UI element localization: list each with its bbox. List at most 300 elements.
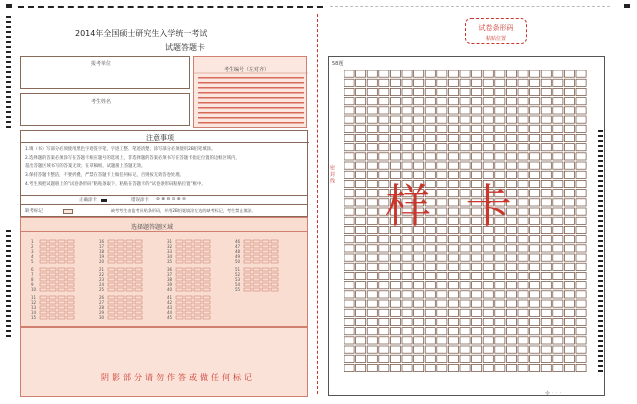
grid-cell[interactable] bbox=[460, 98, 470, 105]
grid-cell[interactable] bbox=[553, 282, 563, 289]
grid-cell[interactable] bbox=[379, 291, 389, 298]
answer-bubble[interactable] bbox=[58, 278, 65, 281]
grid-cell[interactable] bbox=[460, 291, 470, 298]
grid-cell[interactable] bbox=[506, 245, 516, 252]
answer-bubble[interactable] bbox=[58, 255, 65, 258]
grid-cell[interactable] bbox=[390, 263, 400, 270]
grid-cell[interactable] bbox=[379, 107, 389, 114]
grid-cell[interactable] bbox=[367, 346, 377, 353]
grid-cell[interactable] bbox=[414, 364, 424, 371]
grid-cell[interactable] bbox=[390, 282, 400, 289]
grid-cell[interactable] bbox=[518, 70, 528, 77]
grid-cell[interactable] bbox=[367, 236, 377, 243]
grid-cell[interactable] bbox=[448, 144, 458, 151]
grid-cell[interactable] bbox=[576, 272, 586, 279]
grid-cell[interactable] bbox=[553, 263, 563, 270]
absent-bubble[interactable] bbox=[63, 209, 73, 214]
answer-bubble[interactable] bbox=[108, 260, 115, 263]
grid-cell[interactable] bbox=[564, 300, 574, 307]
answer-bubble[interactable] bbox=[40, 268, 47, 271]
answer-bubble[interactable] bbox=[58, 306, 65, 309]
choice-area[interactable] bbox=[20, 217, 308, 327]
answer-bubble[interactable] bbox=[108, 245, 115, 248]
answer-bubble[interactable] bbox=[176, 273, 183, 276]
answer-bubble[interactable] bbox=[262, 250, 269, 253]
grid-cell[interactable] bbox=[541, 272, 551, 279]
answer-bubble[interactable] bbox=[67, 311, 74, 314]
grid-cell[interactable] bbox=[379, 79, 389, 86]
grid-cell[interactable] bbox=[356, 199, 366, 206]
grid-cell[interactable] bbox=[530, 309, 540, 316]
grid-cell[interactable] bbox=[553, 190, 563, 197]
answer-bubble[interactable] bbox=[135, 296, 142, 299]
grid-cell[interactable] bbox=[518, 134, 528, 141]
grid-cell[interactable] bbox=[530, 282, 540, 289]
grid-cell[interactable] bbox=[414, 309, 424, 316]
grid-cell[interactable] bbox=[518, 162, 528, 169]
grid-cell[interactable] bbox=[356, 346, 366, 353]
grid-cell[interactable] bbox=[472, 318, 482, 325]
grid-cell[interactable] bbox=[553, 217, 563, 224]
grid-cell[interactable] bbox=[414, 291, 424, 298]
grid-cell[interactable] bbox=[518, 355, 528, 362]
grid-cell[interactable] bbox=[541, 208, 551, 215]
grid-cell[interactable] bbox=[564, 134, 574, 141]
grid-cell[interactable] bbox=[530, 98, 540, 105]
answer-bubble[interactable] bbox=[67, 268, 74, 271]
grid-cell[interactable] bbox=[553, 199, 563, 206]
answer-bubble[interactable] bbox=[185, 278, 192, 281]
grid-cell[interactable] bbox=[541, 263, 551, 270]
grid-cell[interactable] bbox=[564, 190, 574, 197]
grid-cell[interactable] bbox=[483, 300, 493, 307]
answer-bubble[interactable] bbox=[185, 311, 192, 314]
grid-cell[interactable] bbox=[506, 125, 516, 132]
grid-cell[interactable] bbox=[344, 282, 354, 289]
exam-number-grid[interactable] bbox=[193, 56, 307, 128]
answer-bubble[interactable] bbox=[58, 268, 65, 271]
grid-cell[interactable] bbox=[553, 144, 563, 151]
answer-bubble[interactable] bbox=[176, 301, 183, 304]
answer-bubble[interactable] bbox=[203, 278, 210, 281]
grid-cell[interactable] bbox=[483, 70, 493, 77]
grid-cell[interactable] bbox=[541, 318, 551, 325]
grid-cell[interactable] bbox=[564, 346, 574, 353]
grid-cell[interactable] bbox=[367, 88, 377, 95]
grid-cell[interactable] bbox=[460, 355, 470, 362]
grid-cell[interactable] bbox=[344, 309, 354, 316]
grid-cell[interactable] bbox=[367, 254, 377, 261]
answer-bubble[interactable] bbox=[244, 260, 251, 263]
answer-bubble[interactable] bbox=[203, 306, 210, 309]
grid-cell[interactable] bbox=[437, 346, 447, 353]
grid-cell[interactable] bbox=[564, 245, 574, 252]
grid-cell[interactable] bbox=[448, 318, 458, 325]
grid-cell[interactable] bbox=[576, 300, 586, 307]
answer-bubble[interactable] bbox=[135, 240, 142, 243]
grid-cell[interactable] bbox=[553, 116, 563, 123]
grid-cell[interactable] bbox=[541, 328, 551, 335]
grid-cell[interactable] bbox=[495, 282, 505, 289]
grid-cell[interactable] bbox=[414, 88, 424, 95]
grid-cell[interactable] bbox=[541, 337, 551, 344]
grid-cell[interactable] bbox=[367, 337, 377, 344]
answer-bubble[interactable] bbox=[40, 255, 47, 258]
grid-cell[interactable] bbox=[437, 328, 447, 335]
grid-cell[interactable] bbox=[356, 263, 366, 270]
grid-cell[interactable] bbox=[495, 337, 505, 344]
grid-cell[interactable] bbox=[472, 364, 482, 371]
grid-cell[interactable] bbox=[483, 328, 493, 335]
grid-cell[interactable] bbox=[483, 272, 493, 279]
grid-cell[interactable] bbox=[448, 254, 458, 261]
answer-bubble[interactable] bbox=[108, 311, 115, 314]
grid-cell[interactable] bbox=[402, 134, 412, 141]
grid-cell[interactable] bbox=[495, 272, 505, 279]
grid-cell[interactable] bbox=[390, 337, 400, 344]
grid-cell[interactable] bbox=[356, 328, 366, 335]
grid-cell[interactable] bbox=[390, 364, 400, 371]
grid-cell[interactable] bbox=[425, 346, 435, 353]
grid-cell[interactable] bbox=[530, 180, 540, 187]
answer-bubble[interactable] bbox=[49, 245, 56, 248]
grid-cell[interactable] bbox=[425, 125, 435, 132]
answer-bubble[interactable] bbox=[244, 245, 251, 248]
grid-cell[interactable] bbox=[425, 282, 435, 289]
grid-cell[interactable] bbox=[576, 144, 586, 151]
grid-cell[interactable] bbox=[553, 153, 563, 160]
answer-bubble[interactable] bbox=[117, 273, 124, 276]
grid-cell[interactable] bbox=[506, 346, 516, 353]
grid-cell[interactable] bbox=[402, 364, 412, 371]
answer-bubble[interactable] bbox=[108, 296, 115, 299]
answer-bubble[interactable] bbox=[185, 283, 192, 286]
answer-bubble[interactable] bbox=[253, 278, 260, 281]
grid-cell[interactable] bbox=[448, 134, 458, 141]
grid-cell[interactable] bbox=[576, 364, 586, 371]
grid-cell[interactable] bbox=[437, 364, 447, 371]
grid-cell[interactable] bbox=[472, 337, 482, 344]
grid-cell[interactable] bbox=[414, 254, 424, 261]
grid-cell[interactable] bbox=[379, 70, 389, 77]
grid-cell[interactable] bbox=[344, 144, 354, 151]
answer-bubble[interactable] bbox=[244, 273, 251, 276]
grid-cell[interactable] bbox=[390, 144, 400, 151]
grid-cell[interactable] bbox=[437, 355, 447, 362]
answer-bubble[interactable] bbox=[194, 240, 201, 243]
answer-bubble[interactable] bbox=[194, 255, 201, 258]
answer-bubble[interactable] bbox=[49, 260, 56, 263]
grid-cell[interactable] bbox=[448, 282, 458, 289]
grid-cell[interactable] bbox=[553, 208, 563, 215]
answer-bubble[interactable] bbox=[203, 260, 210, 263]
answer-bubble[interactable] bbox=[194, 245, 201, 248]
answer-bubble[interactable] bbox=[176, 260, 183, 263]
grid-cell[interactable] bbox=[414, 144, 424, 151]
grid-cell[interactable] bbox=[414, 328, 424, 335]
answer-bubble[interactable] bbox=[58, 311, 65, 314]
grid-cell[interactable] bbox=[541, 309, 551, 316]
grid-cell[interactable] bbox=[483, 291, 493, 298]
grid-cell[interactable] bbox=[414, 346, 424, 353]
answer-bubble[interactable] bbox=[194, 301, 201, 304]
grid-cell[interactable] bbox=[483, 337, 493, 344]
grid-cell[interactable] bbox=[472, 300, 482, 307]
grid-cell[interactable] bbox=[553, 364, 563, 371]
grid-cell[interactable] bbox=[379, 88, 389, 95]
grid-cell[interactable] bbox=[541, 79, 551, 86]
answer-bubble[interactable] bbox=[135, 250, 142, 253]
answer-bubble[interactable] bbox=[176, 316, 183, 319]
grid-cell[interactable] bbox=[576, 116, 586, 123]
grid-cell[interactable] bbox=[425, 153, 435, 160]
answer-bubble[interactable] bbox=[253, 245, 260, 248]
grid-cell[interactable] bbox=[495, 346, 505, 353]
grid-cell[interactable] bbox=[390, 318, 400, 325]
answer-bubble[interactable] bbox=[271, 250, 278, 253]
grid-cell[interactable] bbox=[530, 355, 540, 362]
grid-cell[interactable] bbox=[506, 79, 516, 86]
grid-cell[interactable] bbox=[402, 263, 412, 270]
grid-cell[interactable] bbox=[472, 328, 482, 335]
grid-cell[interactable] bbox=[564, 162, 574, 169]
grid-cell[interactable] bbox=[390, 162, 400, 169]
answer-bubble[interactable] bbox=[262, 240, 269, 243]
grid-cell[interactable] bbox=[495, 318, 505, 325]
grid-cell[interactable] bbox=[437, 245, 447, 252]
grid-cell[interactable] bbox=[472, 263, 482, 270]
grid-cell[interactable] bbox=[495, 116, 505, 123]
answer-bubble[interactable] bbox=[135, 278, 142, 281]
answer-bubble[interactable] bbox=[126, 301, 133, 304]
grid-cell[interactable] bbox=[414, 98, 424, 105]
grid-cell[interactable] bbox=[367, 116, 377, 123]
answer-bubble[interactable] bbox=[49, 288, 56, 291]
answer-bubble[interactable] bbox=[117, 301, 124, 304]
grid-cell[interactable] bbox=[530, 190, 540, 197]
grid-cell[interactable] bbox=[518, 245, 528, 252]
grid-cell[interactable] bbox=[576, 180, 586, 187]
grid-cell[interactable] bbox=[390, 116, 400, 123]
grid-cell[interactable] bbox=[414, 263, 424, 270]
grid-cell[interactable] bbox=[483, 346, 493, 353]
grid-cell[interactable] bbox=[564, 79, 574, 86]
grid-cell[interactable] bbox=[530, 116, 540, 123]
grid-cell[interactable] bbox=[437, 318, 447, 325]
answer-bubble[interactable] bbox=[194, 288, 201, 291]
grid-cell[interactable] bbox=[483, 116, 493, 123]
grid-cell[interactable] bbox=[379, 318, 389, 325]
grid-cell[interactable] bbox=[414, 337, 424, 344]
answer-bubble[interactable] bbox=[203, 240, 210, 243]
grid-cell[interactable] bbox=[506, 318, 516, 325]
answer-bubble[interactable] bbox=[108, 255, 115, 258]
answer-bubble[interactable] bbox=[117, 245, 124, 248]
grid-cell[interactable] bbox=[564, 291, 574, 298]
answer-bubble[interactable] bbox=[67, 288, 74, 291]
answer-bubble[interactable] bbox=[49, 268, 56, 271]
grid-cell[interactable] bbox=[506, 134, 516, 141]
grid-cell[interactable] bbox=[564, 144, 574, 151]
grid-cell[interactable] bbox=[356, 171, 366, 178]
answer-bubble[interactable] bbox=[126, 268, 133, 271]
grid-cell[interactable] bbox=[448, 162, 458, 169]
grid-cell[interactable] bbox=[367, 263, 377, 270]
grid-cell[interactable] bbox=[553, 272, 563, 279]
grid-cell[interactable] bbox=[541, 199, 551, 206]
grid-cell[interactable] bbox=[553, 79, 563, 86]
answer-bubble[interactable] bbox=[40, 283, 47, 286]
grid-cell[interactable] bbox=[576, 171, 586, 178]
answer-bubble[interactable] bbox=[49, 311, 56, 314]
grid-cell[interactable] bbox=[518, 153, 528, 160]
grid-cell[interactable] bbox=[541, 217, 551, 224]
answer-bubble[interactable] bbox=[126, 311, 133, 314]
grid-cell[interactable] bbox=[379, 263, 389, 270]
answer-bubble[interactable] bbox=[126, 283, 133, 286]
grid-cell[interactable] bbox=[344, 107, 354, 114]
grid-cell[interactable] bbox=[414, 70, 424, 77]
answer-bubble[interactable] bbox=[117, 250, 124, 253]
grid-cell[interactable] bbox=[495, 291, 505, 298]
grid-cell[interactable] bbox=[390, 88, 400, 95]
answer-bubble[interactable] bbox=[135, 316, 142, 319]
grid-cell[interactable] bbox=[506, 144, 516, 151]
grid-cell[interactable] bbox=[483, 236, 493, 243]
grid-cell[interactable] bbox=[472, 70, 482, 77]
grid-cell[interactable] bbox=[518, 318, 528, 325]
grid-cell[interactable] bbox=[356, 134, 366, 141]
grid-cell[interactable] bbox=[390, 125, 400, 132]
grid-cell[interactable] bbox=[553, 88, 563, 95]
answer-bubble[interactable] bbox=[135, 283, 142, 286]
grid-cell[interactable] bbox=[367, 291, 377, 298]
answer-bubble[interactable] bbox=[49, 240, 56, 243]
grid-cell[interactable] bbox=[530, 300, 540, 307]
grid-cell[interactable] bbox=[356, 180, 366, 187]
grid-cell[interactable] bbox=[576, 153, 586, 160]
grid-cell[interactable] bbox=[356, 272, 366, 279]
grid-cell[interactable] bbox=[530, 245, 540, 252]
grid-cell[interactable] bbox=[530, 125, 540, 132]
grid-cell[interactable] bbox=[425, 88, 435, 95]
grid-cell[interactable] bbox=[506, 153, 516, 160]
answer-bubble[interactable] bbox=[194, 283, 201, 286]
grid-cell[interactable] bbox=[576, 236, 586, 243]
grid-cell[interactable] bbox=[460, 254, 470, 261]
grid-cell[interactable] bbox=[448, 116, 458, 123]
grid-cell[interactable] bbox=[344, 364, 354, 371]
grid-cell[interactable] bbox=[425, 263, 435, 270]
answer-bubble[interactable] bbox=[176, 278, 183, 281]
grid-cell[interactable] bbox=[518, 346, 528, 353]
grid-cell[interactable] bbox=[414, 162, 424, 169]
grid-cell[interactable] bbox=[448, 364, 458, 371]
grid-cell[interactable] bbox=[448, 309, 458, 316]
grid-cell[interactable] bbox=[414, 153, 424, 160]
grid-cell[interactable] bbox=[344, 337, 354, 344]
grid-cell[interactable] bbox=[402, 291, 412, 298]
grid-cell[interactable] bbox=[553, 245, 563, 252]
grid-cell[interactable] bbox=[530, 346, 540, 353]
answer-bubble[interactable] bbox=[185, 301, 192, 304]
grid-cell[interactable] bbox=[437, 282, 447, 289]
grid-cell[interactable] bbox=[553, 346, 563, 353]
grid-cell[interactable] bbox=[506, 300, 516, 307]
answer-bubble[interactable] bbox=[194, 296, 201, 299]
answer-bubble[interactable] bbox=[117, 288, 124, 291]
answer-bubble[interactable] bbox=[67, 250, 74, 253]
grid-cell[interactable] bbox=[356, 282, 366, 289]
grid-cell[interactable] bbox=[518, 263, 528, 270]
grid-cell[interactable] bbox=[402, 116, 412, 123]
grid-cell[interactable] bbox=[448, 355, 458, 362]
grid-cell[interactable] bbox=[367, 199, 377, 206]
grid-cell[interactable] bbox=[390, 328, 400, 335]
answer-bubble[interactable] bbox=[253, 260, 260, 263]
grid-cell[interactable] bbox=[472, 355, 482, 362]
grid-cell[interactable] bbox=[506, 291, 516, 298]
grid-cell[interactable] bbox=[541, 364, 551, 371]
grid-cell[interactable] bbox=[483, 144, 493, 151]
grid-cell[interactable] bbox=[530, 263, 540, 270]
grid-cell[interactable] bbox=[530, 254, 540, 261]
answer-bubble[interactable] bbox=[176, 250, 183, 253]
grid-cell[interactable] bbox=[564, 171, 574, 178]
answer-bubble[interactable] bbox=[194, 250, 201, 253]
grid-cell[interactable] bbox=[390, 134, 400, 141]
grid-cell[interactable] bbox=[495, 355, 505, 362]
grid-cell[interactable] bbox=[472, 134, 482, 141]
answer-bubble[interactable] bbox=[253, 255, 260, 258]
grid-cell[interactable] bbox=[414, 125, 424, 132]
grid-cell[interactable] bbox=[553, 355, 563, 362]
grid-cell[interactable] bbox=[448, 263, 458, 270]
answer-bubble[interactable] bbox=[126, 245, 133, 248]
grid-cell[interactable] bbox=[367, 226, 377, 233]
grid-cell[interactable] bbox=[541, 245, 551, 252]
grid-cell[interactable] bbox=[460, 245, 470, 252]
answer-bubble[interactable] bbox=[135, 255, 142, 258]
grid-cell[interactable] bbox=[356, 107, 366, 114]
answer-bubble[interactable] bbox=[253, 288, 260, 291]
grid-cell[interactable] bbox=[553, 328, 563, 335]
grid-cell[interactable] bbox=[414, 116, 424, 123]
grid-cell[interactable] bbox=[390, 98, 400, 105]
grid-cell[interactable] bbox=[541, 282, 551, 289]
grid-cell[interactable] bbox=[576, 282, 586, 289]
answer-bubble[interactable] bbox=[203, 273, 210, 276]
grid-cell[interactable] bbox=[448, 153, 458, 160]
answer-bubble[interactable] bbox=[262, 255, 269, 258]
answer-bubble[interactable] bbox=[126, 273, 133, 276]
answer-bubble[interactable] bbox=[271, 260, 278, 263]
grid-cell[interactable] bbox=[402, 300, 412, 307]
grid-cell[interactable] bbox=[460, 70, 470, 77]
grid-cell[interactable] bbox=[530, 162, 540, 169]
answer-bubble[interactable] bbox=[58, 301, 65, 304]
grid-cell[interactable] bbox=[495, 107, 505, 114]
grid-cell[interactable] bbox=[379, 337, 389, 344]
grid-cell[interactable] bbox=[402, 254, 412, 261]
answer-bubble[interactable] bbox=[185, 306, 192, 309]
grid-cell[interactable] bbox=[367, 245, 377, 252]
grid-cell[interactable] bbox=[564, 217, 574, 224]
grid-cell[interactable] bbox=[553, 107, 563, 114]
grid-cell[interactable] bbox=[564, 153, 574, 160]
grid-cell[interactable] bbox=[344, 190, 354, 197]
grid-cell[interactable] bbox=[460, 364, 470, 371]
